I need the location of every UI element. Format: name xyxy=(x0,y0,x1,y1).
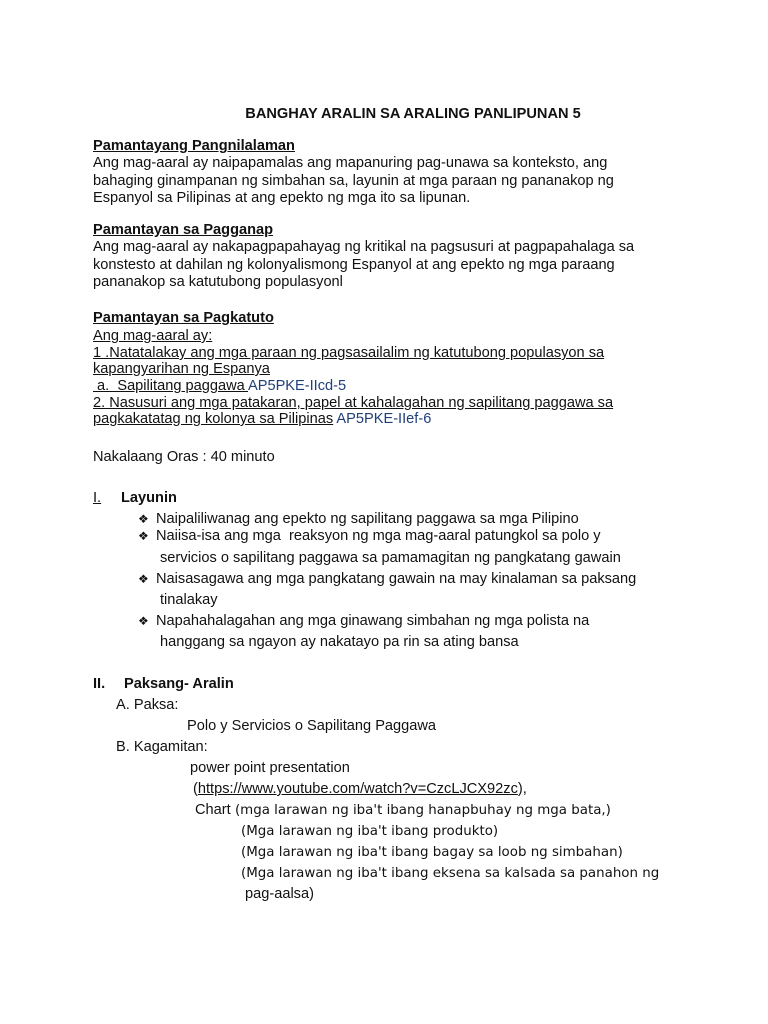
pagkatuto-item2-line1: 2. Nasusuri ang mga patakaran, papel at kahalagahan ng sapilitang paggawa sa xyxy=(93,395,614,411)
layunin-numeral: I. xyxy=(93,490,102,506)
layunin-item-2-text: Naiisa-isa ang mga reaksyon ng mga mag-aaral patungkol sa polo y xyxy=(156,528,601,544)
diamond-bullet-icon: ❖ xyxy=(138,572,149,586)
heading-pagkatuto: Pamantayan sa Pagkatuto xyxy=(93,310,274,326)
material-chart xyxy=(195,802,611,820)
layunin-item-3-text: Naisasagawa ang mga pangkatang gawain na may kinalaman sa paksang xyxy=(156,571,637,587)
pagkatuto-item2-code: AP5PKE-IIef-6 xyxy=(333,411,432,427)
pangnilalaman-line-1: Ang mag-aaral ay naipapamalas ang mapanuring pag-unawa sa konteksto, ang xyxy=(93,155,608,171)
paksa-value: Polo y Servicios o Sapilitang Paggawa xyxy=(187,718,437,734)
paksa-label: A. Paksa: xyxy=(116,697,179,713)
diamond-bullet-icon: ❖ xyxy=(138,512,149,526)
material-link-line xyxy=(193,781,527,799)
layunin-item-3-cont: tinalakay xyxy=(160,592,218,608)
pagkatuto-item1a xyxy=(93,378,346,396)
kagamitan-label: B. Kagamitan: xyxy=(116,739,208,755)
layunin-item-1 xyxy=(138,511,579,529)
layunin-item-4 xyxy=(138,613,589,631)
chart-item-1: (mga larawan ng iba't ibang hanapbuhay ng mga bata,) xyxy=(230,803,611,818)
diamond-bullet-icon: ❖ xyxy=(138,529,149,543)
pagkatuto-item1a-code: AP5PKE-IIcd-5 xyxy=(247,378,347,394)
link-open-paren: ( xyxy=(193,781,198,797)
layunin-item-4-text: Napahahalagahan ang mga ginawang simbahan ng mga polista na xyxy=(156,613,590,629)
pangnilalaman-line-3: Espanyol sa Pilipinas at ang epekto ng mga ito sa lipunan. xyxy=(93,190,471,206)
pagganap-line-2: konstesto at dahilan ng kolonyalismong Espanyol at ang epekto ng mga paraang xyxy=(93,257,615,273)
chart-item-2: (Mga larawan ng iba't ibang produkto) xyxy=(241,824,499,839)
paksang-aralin-heading: Paksang- Aralin xyxy=(124,676,234,692)
pangnilalaman-line-2: bahaging ginampanan ng simbahan sa, layunin at mga paraan ng pananakop ng xyxy=(93,173,614,189)
heading-pangnilalaman: Pamantayang Pangnilalaman xyxy=(93,138,295,154)
layunin-item-3 xyxy=(138,571,636,589)
layunin-heading: Layunin xyxy=(121,490,177,506)
heading-pagganap: Pamantayan sa Pagganap xyxy=(93,222,274,238)
chart-item-4: (Mga larawan ng iba't ibang eksena sa kalsada sa panahon ng xyxy=(241,866,660,881)
material-ppt: power point presentation xyxy=(190,760,350,776)
pagkatuto-intro: Ang mag-aaral ay: xyxy=(93,328,213,344)
chart-item-5: pag-aalsa) xyxy=(245,886,314,902)
pagganap-line-3: pananakop sa katutubong populasyonl xyxy=(93,274,343,290)
nakalaang-oras: Nakalaang Oras : 40 minuto xyxy=(93,449,275,465)
pagganap-line-1: Ang mag-aaral ay nakapagpapahayag ng kritikal na pagsusuri at pagpapahalaga sa xyxy=(93,239,635,255)
pagkatuto-item2-line2 xyxy=(93,411,431,429)
pagkatuto-item1a-text: a. Sapilitang paggawa xyxy=(93,378,248,394)
youtube-link[interactable]: https://www.youtube.com/watch?v=CzcLJCX92zc xyxy=(197,781,518,797)
layunin-item-2 xyxy=(138,528,601,546)
diamond-bullet-icon: ❖ xyxy=(138,614,149,628)
paksang-aralin-numeral: II. xyxy=(93,676,106,692)
link-close-paren: ), xyxy=(517,781,527,797)
layunin-item-4-cont: hanggang sa ngayon ay nakatayo pa rin sa ating bansa xyxy=(160,634,519,650)
document-title: BANGHAY ARALIN SA ARALING PANLIPUNAN 5 xyxy=(245,106,581,122)
layunin-item-1-text: Naipaliliwanag ang epekto ng sapilitang paggawa sa mga Pilipino xyxy=(156,511,579,527)
chart-label: Chart xyxy=(195,802,231,818)
pagkatuto-item2-text: pagkakatatag ng kolonya sa Pilipinas xyxy=(93,411,334,427)
pagkatuto-item1-line2: kapangyarihan ng Espanya xyxy=(93,361,270,377)
chart-item-3: (Mga larawan ng iba't ibang bagay sa loob ng simbahan) xyxy=(241,845,623,860)
layunin-item-2-cont: servicios o sapilitang paggawa sa pamamagitan ng pangkatang gawain xyxy=(160,550,621,566)
pagkatuto-item1-line1: 1 .Natatalakay ang mga paraan ng pagsasailalim ng katutubong populasyon sa xyxy=(93,345,605,361)
